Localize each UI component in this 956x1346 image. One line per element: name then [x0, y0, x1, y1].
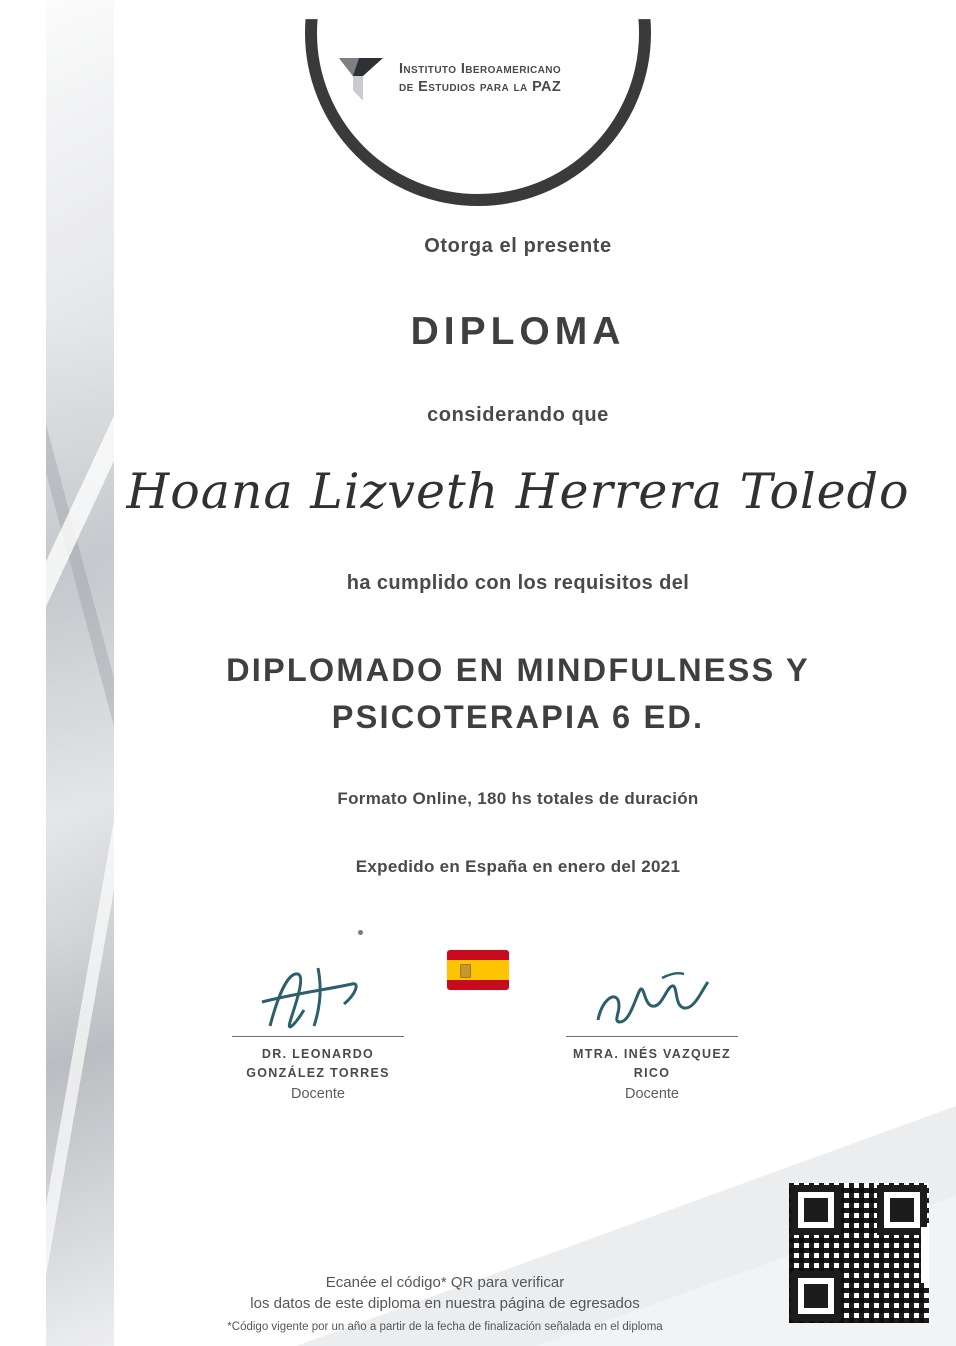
flag-crest-icon	[460, 964, 471, 978]
dot-ornament-icon	[358, 930, 363, 935]
qr-finder-top-right	[877, 1185, 927, 1235]
origami-dove-logo-icon	[333, 50, 389, 106]
logo-line-2-prefix: de Estudios para la	[399, 79, 533, 95]
qr-validity-note: *Código vigente por un año a partir de la fecha de finalización señalada en el diploma	[227, 1320, 663, 1333]
signature-block-right	[566, 960, 738, 1102]
signature-block-left	[232, 960, 404, 1102]
qr-instruction-line-1: Ecanée el código* QR para verificar	[325, 1274, 565, 1291]
qr-quiet-zone	[921, 1227, 929, 1283]
signature-rule	[232, 1036, 404, 1037]
logo-line-1: Instituto Iberoamericano	[399, 60, 562, 77]
diploma-body	[120, 225, 916, 877]
qr-instructions	[120, 1272, 770, 1333]
spain-flag-icon	[447, 950, 509, 990]
logo-wordmark	[399, 60, 561, 96]
format-line: Formato Online, 180 hs totales de duración	[337, 789, 699, 809]
logo-line-2-emphasis: PAZ	[532, 79, 562, 95]
signature-role: Docente	[624, 1085, 679, 1102]
signature-name: MTRA. INÉS VAZQUEZ RICO	[573, 1047, 731, 1081]
signature-role: Docente	[290, 1085, 345, 1102]
requirements-line: ha cumplido con los requisitos del	[346, 572, 690, 594]
diploma-title: DIPLOMA	[410, 310, 626, 353]
qr-instruction-line-2: los datos de este diploma en nuestra página de egresados	[250, 1295, 640, 1313]
signature-rule	[566, 1036, 738, 1037]
qr-finder-bottom-left	[791, 1271, 841, 1321]
flag-middle-band	[447, 960, 509, 980]
qr-code-icon[interactable]	[789, 1183, 929, 1323]
considering-line: considerando que	[427, 404, 609, 426]
logo-line-2	[399, 78, 561, 96]
handwritten-signature-icon	[566, 960, 738, 1036]
issued-line: Expedido en España en enero del 2021	[355, 857, 681, 877]
qr-finder-top-left	[791, 1185, 841, 1235]
institution-logo	[0, 8, 956, 208]
recipient-name: Hoana Lizveth Herrera Toledo	[126, 463, 910, 520]
grants-line: Otorga el presente	[424, 235, 612, 257]
course-title: DIPLOMADO EN MINDFULNESS Y PSICOTERAPIA 6 ED.	[226, 652, 810, 736]
handwritten-signature-icon	[232, 960, 404, 1036]
signature-name: DR. LEONARDO GONZÁLEZ TORRES	[246, 1047, 390, 1081]
